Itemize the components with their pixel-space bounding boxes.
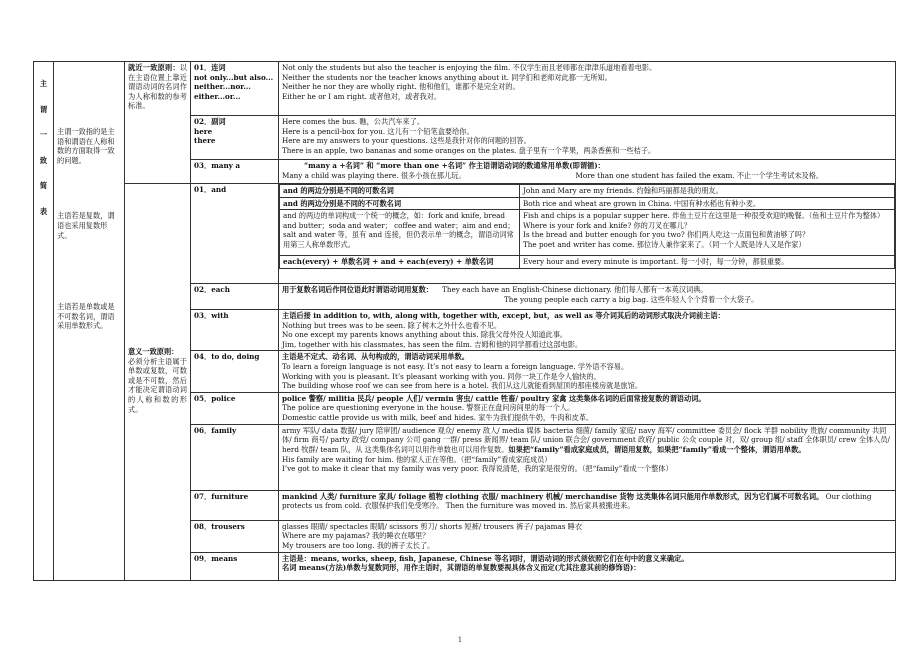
- rule-text: 如果把“family”看成家庭成员，谓语用复数，如果把“family”看成一个整体，谓语用单数。: [508, 444, 806, 454]
- rule-text: 名词 means(方法)单数与复数同形，用作主语时，其谓语的单复数要视具体含义而定(尤其注意其前的修饰语)：: [282, 563, 641, 573]
- example-line: My trousers are too long. 我的裤子太长了。: [282, 540, 435, 550]
- example-line: Jim, together with his classmates, has seen the film. 吉姆和他的同学都看过这部电影。: [282, 339, 583, 349]
- content-conjunction: [279, 62, 896, 116]
- rule-text: mankind 人类/ furniture 家具/ foliage 植物 clothing 衣服/ machinery 机械/ merchandise 货物 这类集体名词只能用作单数形式，因为它们属不可数名词。: [282, 491, 824, 501]
- content-many-a: [279, 160, 896, 184]
- principle-near-cell: [125, 62, 191, 184]
- example-line: Every hour and every minute is important. 每一小时，每一分钟，都很重要。: [520, 256, 895, 269]
- and-rule-countable: and 的两边分别是不同的可数名词: [280, 185, 520, 198]
- rule-text: “many a +名词” 和 “more than one +名词” 作主语谓语动词的数通常用单数(即谓循)：: [304, 161, 605, 170]
- content-furniture: [279, 490, 896, 520]
- example-line: To learn a foreign language is not easy. It’s not easy to learn a foreign language. 学外语不容易。: [282, 361, 629, 371]
- example-line: There is an apple, two bananas and some oranges on the plates. 盘子里有一个苹果，两条香蕉和一些桔子。: [282, 145, 656, 155]
- example-line: Working with you is pleasant. It’s pleasant working with you. 同你一块工作是令人愉快的。: [282, 371, 601, 381]
- label-furniture: 07．furniture: [191, 490, 279, 520]
- example-line: Neither the students nor the teacher knows anything about it. 同学们和老师对此都一无所知。: [282, 72, 612, 82]
- label-each: 02．each: [191, 284, 279, 310]
- and-unified-examples: [520, 210, 895, 256]
- example-line: Domestic cattle provide us with milk, beef and hides. 家牛为我们提供牛奶，牛肉和皮革。: [282, 412, 594, 422]
- vertical-char: 谓: [39, 104, 48, 114]
- collective-noun-list: army 军队/ data 数据/ jury 陪审团/ audience 观众/ enemy 敌人/ media 媒体 bacteria 细菌/ family 家庭/ navy 海军/ committee 委员会/ flock 羊群 nobility 贵族/ community 共同体/ firm 商号/ party 政党/ company 公司 gang 一群/ press 新闻界/ team 队/ union 联合会/ government 政府/ public 公众 couple 对，双/ group 组/ staff 全体职员/ crew 全体人员/ herd 牧群/ team 队，从 这类集体名词可以用作单数也可以用作复数。如果把“family”看成家庭成员，谓语用复数，如果把“family”看成一个整体，谓语用单数。: [282, 425, 890, 454]
- label-to-do-doing: 04．to do, doing: [191, 351, 279, 392]
- general-rule-definition: 主谓一致指的是主语和谓语在人称和数的方面取得一致的问题。: [57, 127, 115, 165]
- label-family: 06．family: [191, 424, 279, 490]
- content-adverb: [279, 116, 896, 160]
- label-trousers: 08．trousers: [191, 520, 279, 552]
- label-conjunction: 01．连词 not only...but also... neither...nor... either...or...: [191, 62, 279, 116]
- example-line: Is the bread and butter enough for you two? 你们两人吃这一点面包和黄油够了吗？: [523, 230, 810, 240]
- example-line: The building whose roof we can see from here is a hotel. 我们从这儿就能看到屋顶的那座楼房就是旅馆。: [282, 381, 643, 391]
- example-line: The poet and writer has come. 那位诗人兼作家来了。（同一个人既是诗人又是作家）: [523, 239, 806, 249]
- content-to-do-doing: [279, 351, 896, 392]
- example-line: I’ve got to make it clear that my family was very poor. 我得说清楚，我的家是很穷的。（把“family”看成一个整体）: [282, 464, 673, 474]
- vertical-char: 简: [39, 181, 48, 191]
- grammar-table-document: [33, 61, 895, 634]
- principle-meaning-title: 意义一致原则：: [128, 347, 179, 356]
- example-line: They each have an English-Chinese dictionary. 他们每人都有一本英汉词典。: [442, 285, 708, 294]
- example-line: Where are my pajamas? 我的睡衣在哪里？: [282, 531, 430, 541]
- label-with: 03．with: [191, 310, 279, 351]
- label-and: 01．and: [191, 184, 279, 284]
- rule-text: 用于复数名词后作同位语此时谓语动词用复数：: [282, 285, 433, 294]
- example-line: Either he or I am right. 或者他对，或者我对。: [282, 91, 442, 101]
- example-line: His family are waiting for him. 他的家人正在等他。（把“family”看成家庭成员）: [282, 454, 552, 464]
- example-line: Nothing but trees was to be seen. 除了树木之外什么也看不见。: [282, 320, 502, 330]
- example-line: Both rice and wheat are grown in China. 中国有种水稻也有种小麦。: [520, 197, 895, 210]
- example-line: Here are my answers to your questions. 这些是我针对你的问题的回答。: [282, 136, 531, 146]
- principle-meaning-body: 必须分析主语属于单数或复数，可数或是不可数，然后才能决定谓语动词的人称和数的形式。: [128, 356, 187, 414]
- label-adverb: 02．副词 here there: [191, 116, 279, 160]
- and-rule-each-every: each(every) + 单数名词 + and + each(every) + 单数名词: [280, 256, 520, 269]
- rule-text: police 警察/ militia 民兵/ people 人们/ vermin 害虫/ cattle 牲畜/ poultry 家禽 这类集体名词的后面常接复数的谓语动词。: [282, 393, 706, 403]
- general-rule-plural: 主语若是复数，谓语也采用复数形式。: [57, 211, 115, 240]
- label-means: 09．means: [191, 552, 279, 580]
- content-trousers: [279, 520, 896, 552]
- principle-near-body: 以在主语位置上靠近谓语动词的名词作为人称和数的参考标准。: [128, 63, 187, 111]
- example-line: No one except my parents knows anything about this. 除我父母外没人知道此事。: [282, 330, 568, 340]
- rule-text: 主语后接 in addition to, with, along with, together with, except, but，as well as 等介词其后的动词形式取决介词前主语：: [282, 311, 725, 320]
- vertical-char: 一: [39, 130, 48, 140]
- example-line: glasses 眼睛/ spectacles 眼睛/ scissors 剪刀/ shorts 短裤/ trousers 裤子/ pajamas 睡衣: [282, 521, 583, 531]
- vertical-char: 表: [39, 206, 48, 216]
- vertical-char: 致: [39, 155, 48, 165]
- and-subtable: [279, 184, 895, 269]
- example-line: John and Mary are my friends. 约翰和玛丽都是我的朋友。: [520, 185, 895, 198]
- general-rules-cell: [54, 62, 125, 581]
- content-police: [279, 392, 896, 424]
- example-line: Fish and chips is a popular supper here. 炸鱼土豆片在这里是一种很受欢迎的晚餐。（鱼和土豆片作为整体）: [523, 211, 885, 221]
- content-and: [279, 184, 896, 284]
- vertical-char: 主: [39, 79, 48, 88]
- example-line: Not only the students but also the teacher is enjoying the film. 不仅学生而且老师都在津津乐道地看着电影。: [282, 63, 657, 72]
- example-line: Our clothing protects us from cold. 衣服保护我们免受寒冷。 Then the furniture was moved in. 然后家具被搬进来。: [282, 491, 872, 511]
- vertical-title: [34, 62, 54, 581]
- content-means: [279, 552, 896, 580]
- content-each: [279, 284, 896, 310]
- example-line: Neither he nor they are wholly right. 他和他们，谁都不是完全对的。: [282, 82, 520, 92]
- label-many-a: 03．many a: [191, 160, 279, 184]
- content-with: [279, 310, 896, 351]
- example-line: Here comes the bus. 瞧，公共汽车来了。: [282, 117, 425, 126]
- page-number: 1: [457, 636, 463, 644]
- example-line: Many a child was playing there. 很多小孩在那儿玩。 More than one student has failed the exam. 不止一个学生考试未及格。: [282, 170, 824, 180]
- principle-near-title: 就近一致原则：: [128, 63, 180, 72]
- label-police: 05．police: [191, 392, 279, 424]
- example-line: Here is a pencil-box for you. 这儿有一个铅笔盒要给你。: [282, 126, 474, 136]
- general-rule-singular: 主语若是单数或是不可数名词，谓语采用单数形式。: [57, 302, 115, 331]
- example-line: The young people each carry a big bag. 这些年轻人个个背着一个大袋子。: [504, 294, 759, 304]
- content-family: [279, 424, 896, 490]
- principle-meaning-cell: [125, 184, 191, 581]
- and-rule-unified-concept: and 的两边的单词构成一个统一的概念，如：fork and knife, bread and butter；soda and water； coffee and water；aim and end；salt and water 等，虽有 and 连接，但仍表示单一的概念，谓语动词常用第三人称单数形式。: [280, 210, 520, 256]
- and-rule-uncountable: and 的两边分别是不同的不可数名词: [280, 197, 520, 210]
- example-line: Where is your fork and knife? 你的刀叉在哪儿？: [523, 220, 691, 230]
- rule-text: 主语是不定式、动名词、从句构成的，谓语动词采用单数。: [282, 352, 469, 362]
- example-line: The police are questioning everyone in the house. 警察正在盘问房间里的每一个人。: [282, 403, 575, 413]
- rule-text: 主语是：means, works, sheep, fish, Japanese, Chinese 等名词时，谓语动词的形式须依照它们在句中的意义来确定。: [282, 553, 689, 563]
- subject-verb-agreement-table: [33, 61, 896, 581]
